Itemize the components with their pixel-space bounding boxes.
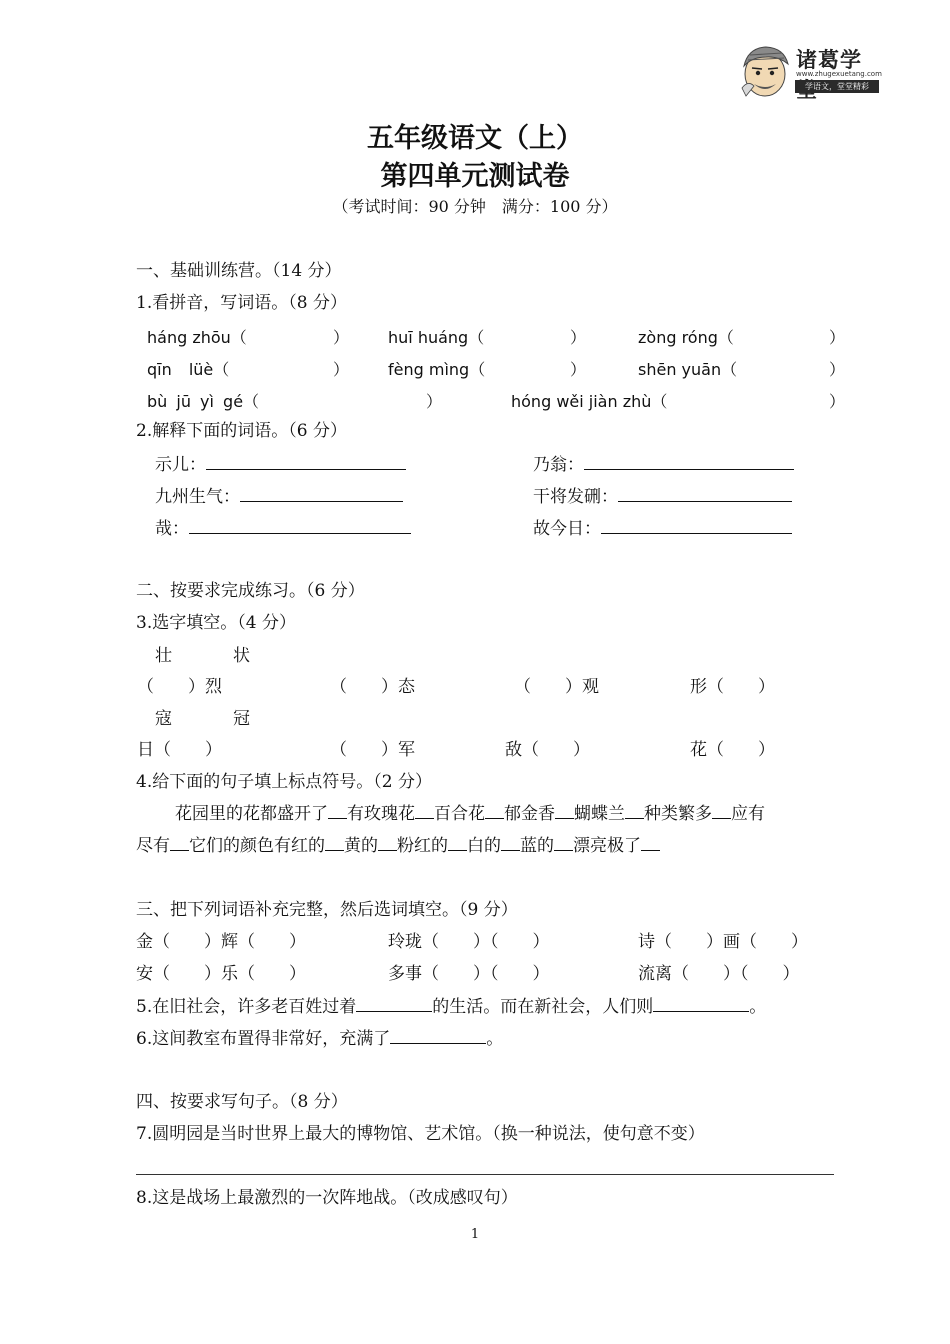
- sentence-fragment: 粉红的: [397, 836, 448, 856]
- exam-subtitle-title: 第四单元测试卷: [380, 161, 570, 192]
- question-1: 1.看拼音，写词语。（8 分）: [136, 293, 347, 313]
- word-item: [533, 453, 794, 476]
- sentence-fragment: 5.在旧社会，许多老百姓过着: [136, 997, 357, 1017]
- fill-item: 日（ ）: [137, 740, 222, 760]
- pinyin-close: ）: [829, 328, 846, 347]
- fill-item: 形（ ）: [690, 677, 775, 697]
- punct-blank[interactable]: [501, 836, 520, 851]
- answer-blank[interactable]: [618, 485, 792, 502]
- question-6: [136, 1027, 503, 1050]
- sentence-fragment: 尽有: [136, 836, 170, 856]
- idiom-item: 金（ ）辉（ ）: [136, 932, 306, 952]
- pinyin-close: ）: [426, 392, 443, 411]
- section-3-heading: 三、把下列词语补充完整，然后选词填空。（9 分）: [136, 900, 518, 920]
- punct-blank[interactable]: [641, 836, 660, 851]
- punct-blank[interactable]: [554, 836, 573, 851]
- answer-blank[interactable]: [189, 517, 411, 534]
- fill-item: （ ）观: [514, 677, 599, 697]
- brand-logo: [738, 44, 883, 98]
- word-item: [155, 453, 406, 476]
- pinyin-item: qīn lüè（: [147, 360, 230, 379]
- pinyin-item: zòng róng（: [638, 328, 734, 347]
- question-8: 8.这是战场上最激烈的一次阵地战。（改成感叹句）: [136, 1188, 518, 1208]
- word-label: 干将发硎：: [533, 487, 618, 507]
- pinyin-close: ）: [570, 328, 587, 347]
- section-2-heading: 二、按要求完成练习。（6 分）: [136, 581, 365, 601]
- char-option: 壮: [155, 646, 172, 666]
- word-item: [533, 517, 792, 540]
- pinyin-item: huī huáng（: [388, 328, 485, 347]
- idiom-item: 流离（ ）（ ）: [638, 964, 800, 984]
- idiom-item: 安（ ）乐（ ）: [136, 964, 306, 984]
- sentence-fragment: 百合花: [434, 804, 485, 824]
- exam-title: 五年级语文（上）: [367, 123, 583, 154]
- word-label: 哉：: [155, 519, 189, 539]
- pinyin-item: fèng mìng（: [388, 360, 486, 379]
- punct-blank[interactable]: [485, 804, 504, 819]
- pinyin-close: ）: [570, 360, 587, 379]
- sentence-fragment: 蓝的: [520, 836, 554, 856]
- sentence-fragment: 6.这间教室布置得非常好，充满了: [136, 1029, 391, 1049]
- pinyin-item: shēn yuān（: [638, 360, 738, 379]
- sentence-fragment: 种类繁多: [644, 804, 712, 824]
- word-label: 乃翁：: [533, 455, 584, 475]
- punct-blank[interactable]: [415, 804, 434, 819]
- sentence-fragment: 郁金香: [504, 804, 555, 824]
- word-label: 九州生气：: [155, 487, 240, 507]
- sentence-fragment: 。: [749, 997, 767, 1017]
- sentence-fragment: 的生活。而在新社会，人们则: [432, 997, 654, 1017]
- fill-item: （ ）烈: [137, 677, 222, 697]
- fill-item: （ ）态: [330, 677, 415, 697]
- word-item: [533, 485, 792, 508]
- sentence-fragment: 漂亮极了: [573, 836, 641, 856]
- pinyin-item: háng zhōu（: [147, 328, 247, 347]
- answer-blank[interactable]: [653, 995, 749, 1012]
- exam-info: （考试时间：90 分钟 满分：100 分）: [332, 197, 618, 216]
- answer-blank[interactable]: [584, 453, 794, 470]
- page-number: 1: [470, 1227, 480, 1242]
- pinyin-close: ）: [829, 360, 846, 379]
- pinyin-close: ）: [829, 392, 846, 411]
- char-option: 寇: [155, 709, 172, 729]
- word-item: [155, 517, 411, 540]
- logo-url: www.zhugexuetang.com: [796, 70, 882, 78]
- answer-blank[interactable]: [206, 453, 406, 470]
- sentence-fragment: 它们的颜色有红的: [189, 836, 325, 856]
- idiom-item: 诗（ ）画（ ）: [638, 932, 808, 952]
- question-2: 2.解释下面的词语。（6 分）: [136, 421, 347, 441]
- question-7: 7.圆明园是当时世界上最大的博物馆、艺术馆。（换一种说法，使句意不变）: [136, 1124, 705, 1144]
- logo-slogan: 学语文，堂堂精彩: [795, 80, 879, 93]
- sentence-fragment: 黄的: [344, 836, 378, 856]
- word-label: 故今日：: [533, 519, 601, 539]
- sentence-fragment: 。: [486, 1029, 504, 1049]
- word-label: 示儿：: [155, 455, 206, 475]
- fill-item: 花（ ）: [690, 740, 775, 760]
- punctuation-line-2: [136, 835, 660, 857]
- punct-blank[interactable]: [712, 804, 731, 819]
- pinyin-close: ）: [333, 328, 350, 347]
- punct-blank[interactable]: [328, 804, 347, 819]
- sentence-fragment: 花园里的花都盛开了: [175, 804, 328, 824]
- char-option: 冠: [233, 709, 250, 729]
- question-3: 3.选字填空。（4 分）: [136, 613, 296, 633]
- answer-blank[interactable]: [390, 1027, 486, 1044]
- section-4-heading: 四、按要求写句子。（8 分）: [136, 1092, 348, 1112]
- punct-blank[interactable]: [325, 836, 344, 851]
- pinyin-close: ）: [333, 360, 350, 379]
- word-item: [155, 485, 403, 508]
- pinyin-item: bù jū yì gé（: [147, 392, 260, 411]
- sentence-fragment: 蝴蝶兰: [574, 804, 625, 824]
- idiom-item: 玲珑（ ）（ ）: [388, 932, 550, 952]
- logo-title: 诸葛学: [796, 48, 862, 72]
- question-4: 4.给下面的句子填上标点符号。（2 分）: [136, 772, 432, 792]
- answer-blank[interactable]: [601, 517, 792, 534]
- section-1-heading: 一、基础训练营。（14 分）: [136, 261, 342, 281]
- scholar-mascot-icon: [738, 44, 794, 98]
- fill-item: 敌（ ）: [505, 740, 590, 760]
- answer-blank[interactable]: [240, 485, 403, 502]
- punct-blank[interactable]: [170, 836, 189, 851]
- sentence-fragment: 白的: [467, 836, 501, 856]
- pinyin-item: hóng wěi jiàn zhù（: [511, 392, 668, 411]
- fill-item: （ ）军: [330, 740, 415, 760]
- answer-blank[interactable]: [356, 995, 432, 1012]
- char-option: 状: [233, 646, 250, 666]
- sentence-fragment: 有玫瑰花: [347, 804, 415, 824]
- punct-blank[interactable]: [378, 836, 397, 851]
- sentence-fragment: 应有: [731, 804, 765, 824]
- idiom-item: 多事（ ）（ ）: [388, 964, 550, 984]
- punct-blank[interactable]: [555, 804, 574, 819]
- question-5: [136, 995, 766, 1018]
- answer-line[interactable]: [136, 1174, 834, 1175]
- punctuation-line-1: [175, 803, 765, 825]
- punct-blank[interactable]: [625, 804, 644, 819]
- punct-blank[interactable]: [448, 836, 467, 851]
